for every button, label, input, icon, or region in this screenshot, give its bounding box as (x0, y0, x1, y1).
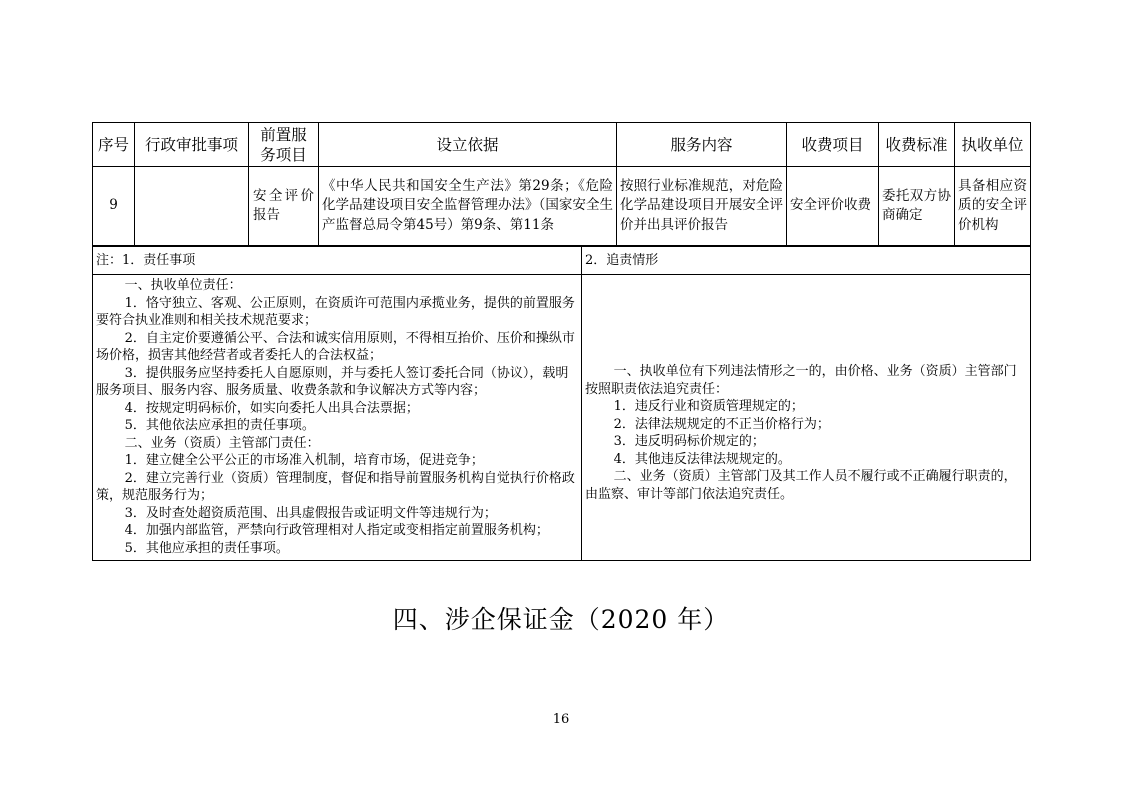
list-item: 1．建立健全公平公正的市场准入机制，培育市场，促进竞争； (124, 453, 484, 468)
list-item: 5．其他依法应承担的责任事项。 (124, 418, 315, 433)
page-number: 16 (552, 712, 570, 727)
list-item: 一、执收单位责任： (124, 278, 242, 293)
row-fee-item: 安全评价收费 (787, 167, 879, 246)
header-collector: 执收单位 (955, 123, 1031, 167)
table-row (93, 167, 1031, 246)
row-service-content: 按照行业标准规范，对危险化学品建设项目开展安全评价并出具评价报告 (617, 167, 787, 246)
header-service-content: 服务内容 (617, 123, 787, 167)
header-basis: 设立依据 (319, 123, 617, 167)
list-item: 二、业务（资质）主管部门责任： (124, 435, 320, 451)
list-item: 3．及时查处超资质范围、出具虚假报告或证明文件等违规行为； (124, 505, 497, 521)
list-item: 4．加强内部监管，严禁向行政管理相对人指定或变相指定前置服务机构； (124, 523, 549, 538)
row-fee-standard: 委托双方协商确定 (879, 167, 955, 246)
row-collector: 具备相应资质的安全评价机构 (955, 167, 1031, 246)
list-item: 3．提供服务应坚持委托人自愿原则，并与委托人签订委托合同（协议），载明服务项目、服务内容、服务质量、收费条款和争议解决方式等内容； (96, 365, 569, 398)
list-item: 4．其他违反法律法规规定的。 (613, 451, 791, 467)
row-approval-item (135, 167, 249, 246)
notes-table (92, 246, 1031, 561)
notes-header-row (93, 247, 1031, 275)
list-item: 2．建立完善行业（资质）管理制度，督促和指导前置服务机构自觉执行价格政策，规范服务行为； (96, 470, 575, 503)
list-item: 1．恪守独立、客观、公正原则，在资质许可范围内承揽业务，提供的前置服务要符合执业准则和相关技术规范要求； (96, 295, 575, 328)
accountability-header: 2．追责情形 (582, 247, 1031, 275)
fee-table (92, 122, 1031, 246)
list-item: 3．违反明码标价规定的； (613, 434, 765, 449)
header-no: 序号 (93, 123, 135, 167)
notes-body-row (93, 275, 1031, 561)
responsibility-header: 注：1．责任事项 (93, 247, 582, 275)
header-fee-standard: 收费标准 (879, 123, 955, 167)
header-approval-item: 行政审批事项 (135, 123, 249, 167)
header-fee-item: 收费项目 (787, 123, 879, 167)
accountability-items (582, 275, 1031, 561)
row-basis: 《中华人民共和国安全生产法》第29条；《危险化学品建设项目安全监督管理办法》（国家安全生产监督总局令第45号）第9条、第11条 (319, 167, 617, 246)
list-item: 二、业务（资质）主管部门及其工作人员不履行或不正确履行职责的，由监察、审计等部门依法追究责任。 (585, 469, 1017, 502)
row-pre-service: 安全评价报告 (249, 167, 319, 246)
table-header-row (93, 123, 1031, 167)
list-item: 2．法律法规规定的不正当价格行为； (613, 416, 830, 432)
list-item: 2．自主定价要遵循公平、合法和诚实信用原则，不得相互抬价、压价和操纵市场价格，损害其他经营者或者委托人的合法权益； (96, 330, 575, 363)
responsibility-items (93, 275, 582, 561)
section-title: 四、涉企保证金（2020 年） (392, 605, 730, 634)
list-item: 5．其他应承担的责任事项。 (124, 540, 289, 556)
list-item: 一、执收单位有下列违法情形之一的，由价格、业务（资质）主管部门按照职责依法追究责任： (585, 364, 1017, 397)
row-no: 9 (93, 167, 135, 246)
list-item: 1．违反行业和资质管理规定的； (613, 399, 804, 414)
header-pre-service: 前置服务项目 (249, 123, 319, 167)
list-item: 4．按规定明码标价，如实向委托人出具合法票据； (124, 400, 419, 416)
